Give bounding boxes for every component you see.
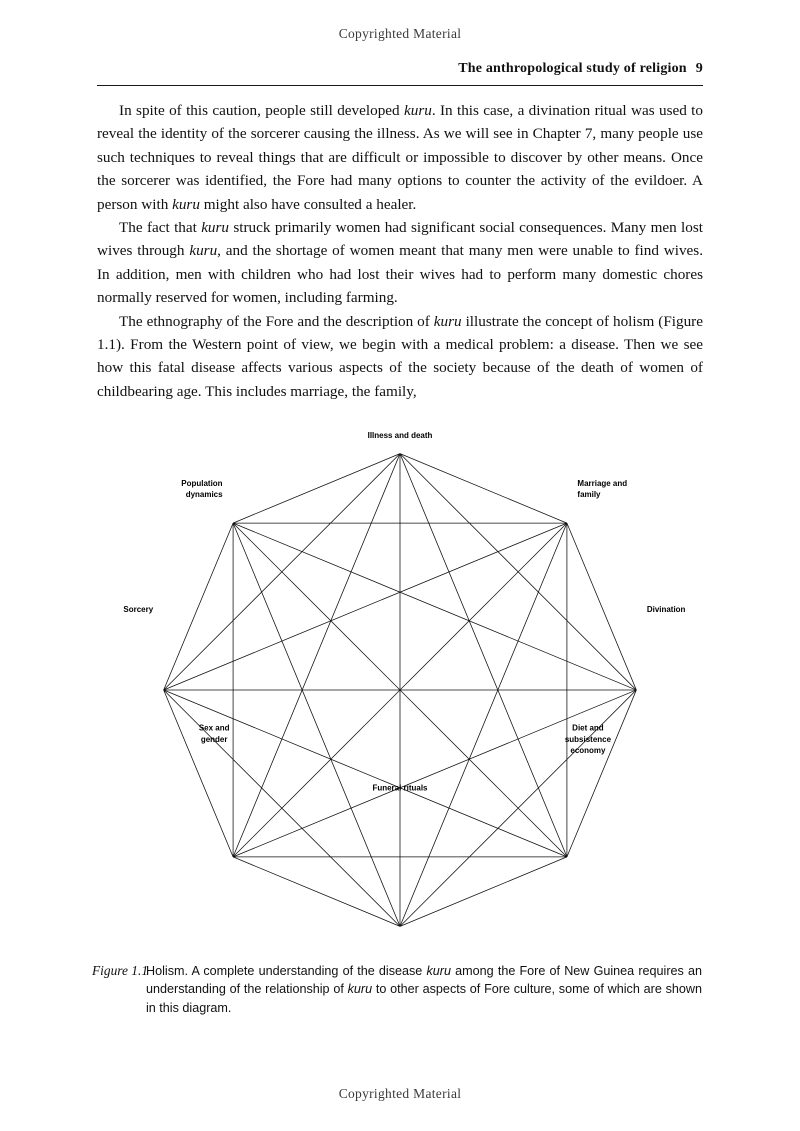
paragraph-2-segment-2: struck primarily women had significant social consequences. Many men lost wives through (97, 219, 703, 260)
figure-caption-body (146, 962, 702, 1017)
octagon-edge (233, 523, 400, 926)
paragraph-1-segment-1: In spite of this caution, people still developed (119, 102, 404, 119)
octagon-edge (164, 690, 567, 857)
caption-italic-1: kuru (426, 964, 451, 979)
octagon-edge (233, 523, 636, 690)
holism-octagon-svg (60, 420, 740, 960)
paragraph-3-segment-2: illustrate the concept of holism (Figure 1.1). From the Western point of view, we begin with a medical problem: a disease. Then we see how this fatal disease affects various aspects of the society because of the death of women of childbearing age. This includes marriage, the family, (97, 312, 703, 400)
paragraph-1-segment-2: . In this case, a divination ritual was used to reveal the identity of the sorcerer causing the illness. As we will see in Chapter 7, many people use such techniques to reveal things that are difficult or impossible to discover by other means. Once the sorcerer was identified, the Fore had many options to counter the activity of the evildoer. A person with (97, 102, 703, 213)
running-head (458, 61, 703, 77)
octagon-edge (164, 523, 567, 690)
paragraph-2-italic-1: kuru (201, 219, 230, 237)
octagon-edge (564, 690, 636, 857)
figure-caption-label: Figure 1.1 (92, 963, 149, 978)
octagon-edge (233, 454, 400, 523)
octagon-edge (164, 690, 233, 857)
paragraph-1-italic-2: kuru (172, 195, 200, 213)
node-label-diet-and-subsistence-economy: Diet and subsistence economy (564, 723, 612, 756)
octagon-edge (567, 523, 636, 690)
copyright-watermark-top: Copyrighted Material (338, 26, 462, 41)
paragraph-1-italic-1: kuru (403, 102, 432, 119)
paragraph-1-segment-3: might also have consulted a healer. (199, 195, 417, 213)
caption-italic-2: kuru (347, 982, 373, 997)
octagon-edge (164, 523, 233, 690)
octagon-edge (400, 857, 567, 926)
paragraph-2 (97, 216, 703, 310)
header-divider-rule (97, 85, 703, 86)
figure-caption (92, 962, 702, 1017)
node-label-marriage-and-family: Marriage and family (577, 478, 628, 500)
caption-segment-1: Holism. A complete understanding of the disease (146, 964, 427, 979)
paragraph-3 (97, 310, 703, 404)
octagon-edge (233, 857, 400, 926)
node-label-sex-and-gender: Sex and gender (198, 723, 230, 744)
caption-segment-3: to other aspects of Fore culture, some of which are shown in this diagram. (146, 982, 702, 1015)
copyright-watermark-bottom: Copyrighted Material (338, 1086, 462, 1101)
paragraph-2-italic-2: kuru (189, 242, 218, 260)
paragraph-3-segment-1: The ethnography of the Fore and the description of (119, 312, 434, 330)
node-label-illness-and-death: Illness and death (367, 431, 433, 441)
octagon-edge (400, 454, 567, 523)
octagon-edge (400, 454, 567, 857)
node-label-sorcery: Sorcery (123, 605, 154, 615)
paragraph-1 (97, 99, 703, 216)
node-label-population-dynamics: Population dynamics (181, 478, 223, 500)
body-text (97, 99, 703, 403)
octagon-edges (164, 454, 637, 927)
octagon-edge (233, 454, 400, 857)
paragraph-2-segment-3: , and the shortage of women meant that many men were unable to find wives. In addition, men with children who had lost their wives had to perform many domestic chores normally reserved for women, including farming. (97, 242, 703, 307)
paragraph-2-segment-1: The fact that (119, 219, 202, 237)
figure-holism-diagram (60, 420, 740, 960)
node-label-divination: Divination (646, 605, 686, 615)
running-head-title: The anthropological study of religion (458, 61, 687, 76)
octagon-edge (233, 690, 636, 857)
node-label-funeral-rituals: Funeral rituals (372, 783, 428, 793)
paragraph-3-italic-1: kuru (433, 312, 462, 330)
page-number: 9 (695, 61, 703, 76)
caption-segment-2: among the Fore of New Guinea requires an understanding of the relationship of (146, 964, 703, 997)
octagon-edge (400, 523, 567, 926)
octagon-node-labels (123, 431, 685, 792)
